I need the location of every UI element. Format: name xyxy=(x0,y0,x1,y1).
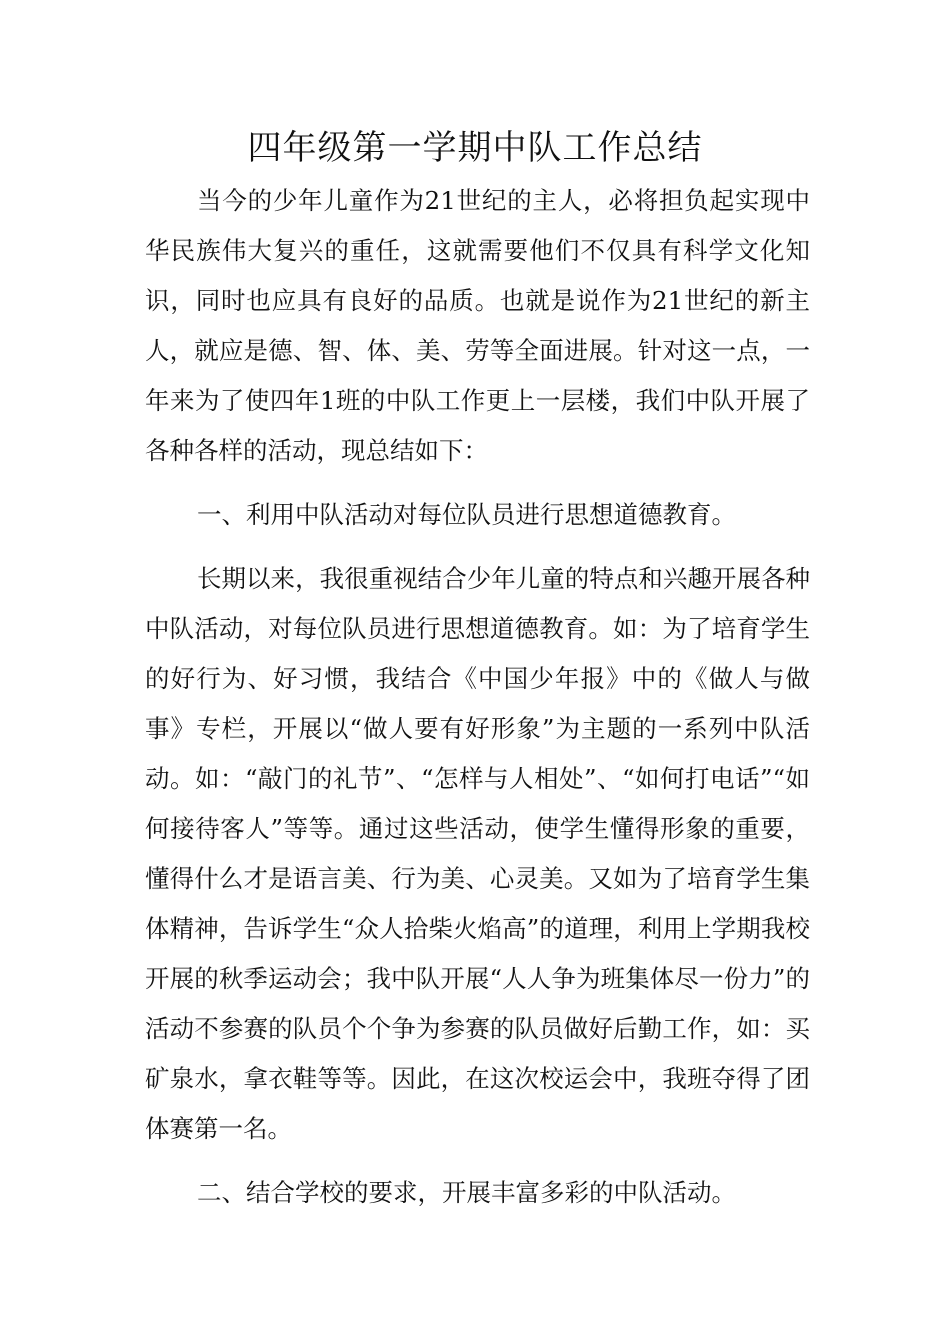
paragraph-section-1: 长期以来，我很重视结合少年儿童的特点和兴趣开展各种中队活动，对每位队员进行思想道德教育。如：为了培育学生的好行为、好习惯，我结合《中国少年报》中的《做人与做事》专栏，开展以“做人要有好形象”为主题的一系列中队活动。如：“敲门的礼节”、“怎样与人相处”、“如何打电话”“如何接待客人”等等。通过这些活动，使学生懂得形象的重要，懂得什么才是语言美、行为美、心灵美。又如为了培育学生集体精神，告诉学生“众人拾柴火焰高”的道理，利用上学期我校开展的秋季运动会；我中队开展“人人争为班集体尽一份力”的活动不参赛的队员个个争为参赛的队员做好后勤工作，如：买矿泉水，拿衣鞋等等。因此，在这次校运会中，我班夺得了团体赛第一名。 xyxy=(145,564,810,1143)
paragraph-intro: 当今的少年儿童作为21世纪的主人，必将担负起实现中华民族伟大复兴的重任，这就需要他们不仅具有科学文化知识，同时也应具有良好的品质。也就是说作为21世纪的新主人，就应是德、智、体、美、劳等全面进展。针对这一点，一年来为了使四年1班的中队工作更上一层楼，我们中队开展了各种各样的活动，现总结如下： xyxy=(145,186,810,465)
section-heading-2: 二、结合学校的要求，开展丰富多彩的中队活动。 xyxy=(197,1178,736,1207)
document-body xyxy=(145,176,810,1218)
section-heading-1: 一、利用中队活动对每位队员进行思想道德教育。 xyxy=(197,500,736,529)
document-title: 四年级第一学期中队工作总结 xyxy=(247,128,703,168)
